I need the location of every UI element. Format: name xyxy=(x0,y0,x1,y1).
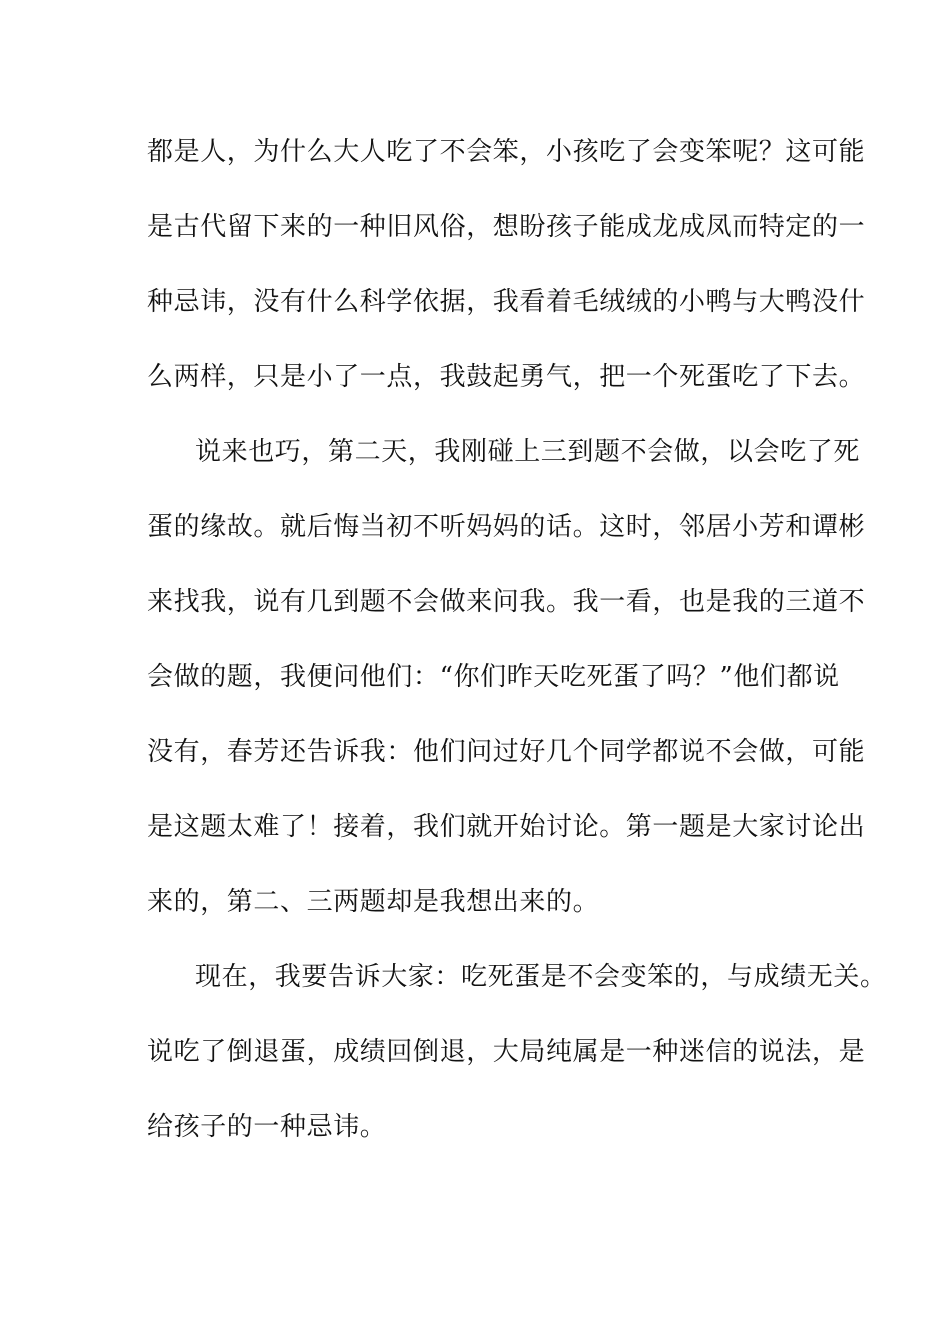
paragraph-first-line: 说来也巧，第二天，我刚碰上三到题不会做，以会吃了死 xyxy=(195,437,861,467)
paragraph-first-line: 现在，我要告诉大家：吃死蛋是不会变笨的，与成绩无关。 xyxy=(195,962,887,992)
text-line: 是这题太难了！接着，我们就开始讨论。第一题是大家讨论出 xyxy=(147,812,866,842)
text-line: 给孩子的一种忌讳。 xyxy=(147,1112,387,1142)
text-line: 么两样，只是小了一点，我鼓起勇气，把一个死蛋吃了下去。 xyxy=(147,362,866,392)
text-line: 都是人，为什么大人吃了不会笨，小孩吃了会变笨呢？这可能 xyxy=(147,137,866,167)
text-line: 是古代留下来的一种旧风俗，想盼孩子能成龙成凤而特定的一 xyxy=(147,212,866,242)
text-line: 没有，春芳还告诉我：他们问过好几个同学都说不会做，可能 xyxy=(147,737,866,767)
text-line: 来的，第二、三两题却是我想出来的。 xyxy=(147,887,600,917)
document-body xyxy=(147,130,887,1180)
text-line: 蛋的缘故。就后悔当初不听妈妈的话。这时，邻居小芳和谭彬 xyxy=(147,512,866,542)
text-line: 来找我，说有几到题不会做来问我。我一看，也是我的三道不 xyxy=(147,587,866,617)
text-line: 会做的题，我便问他们：“你们昨天吃死蛋了吗？”他们都说 xyxy=(147,662,840,692)
text-line: 说吃了倒退蛋，成绩回倒退，大局纯属是一种迷信的说法，是 xyxy=(147,1037,866,1067)
text-line: 种忌讳，没有什么科学依据，我看着毛绒绒的小鸭与大鸭没什 xyxy=(147,287,866,317)
